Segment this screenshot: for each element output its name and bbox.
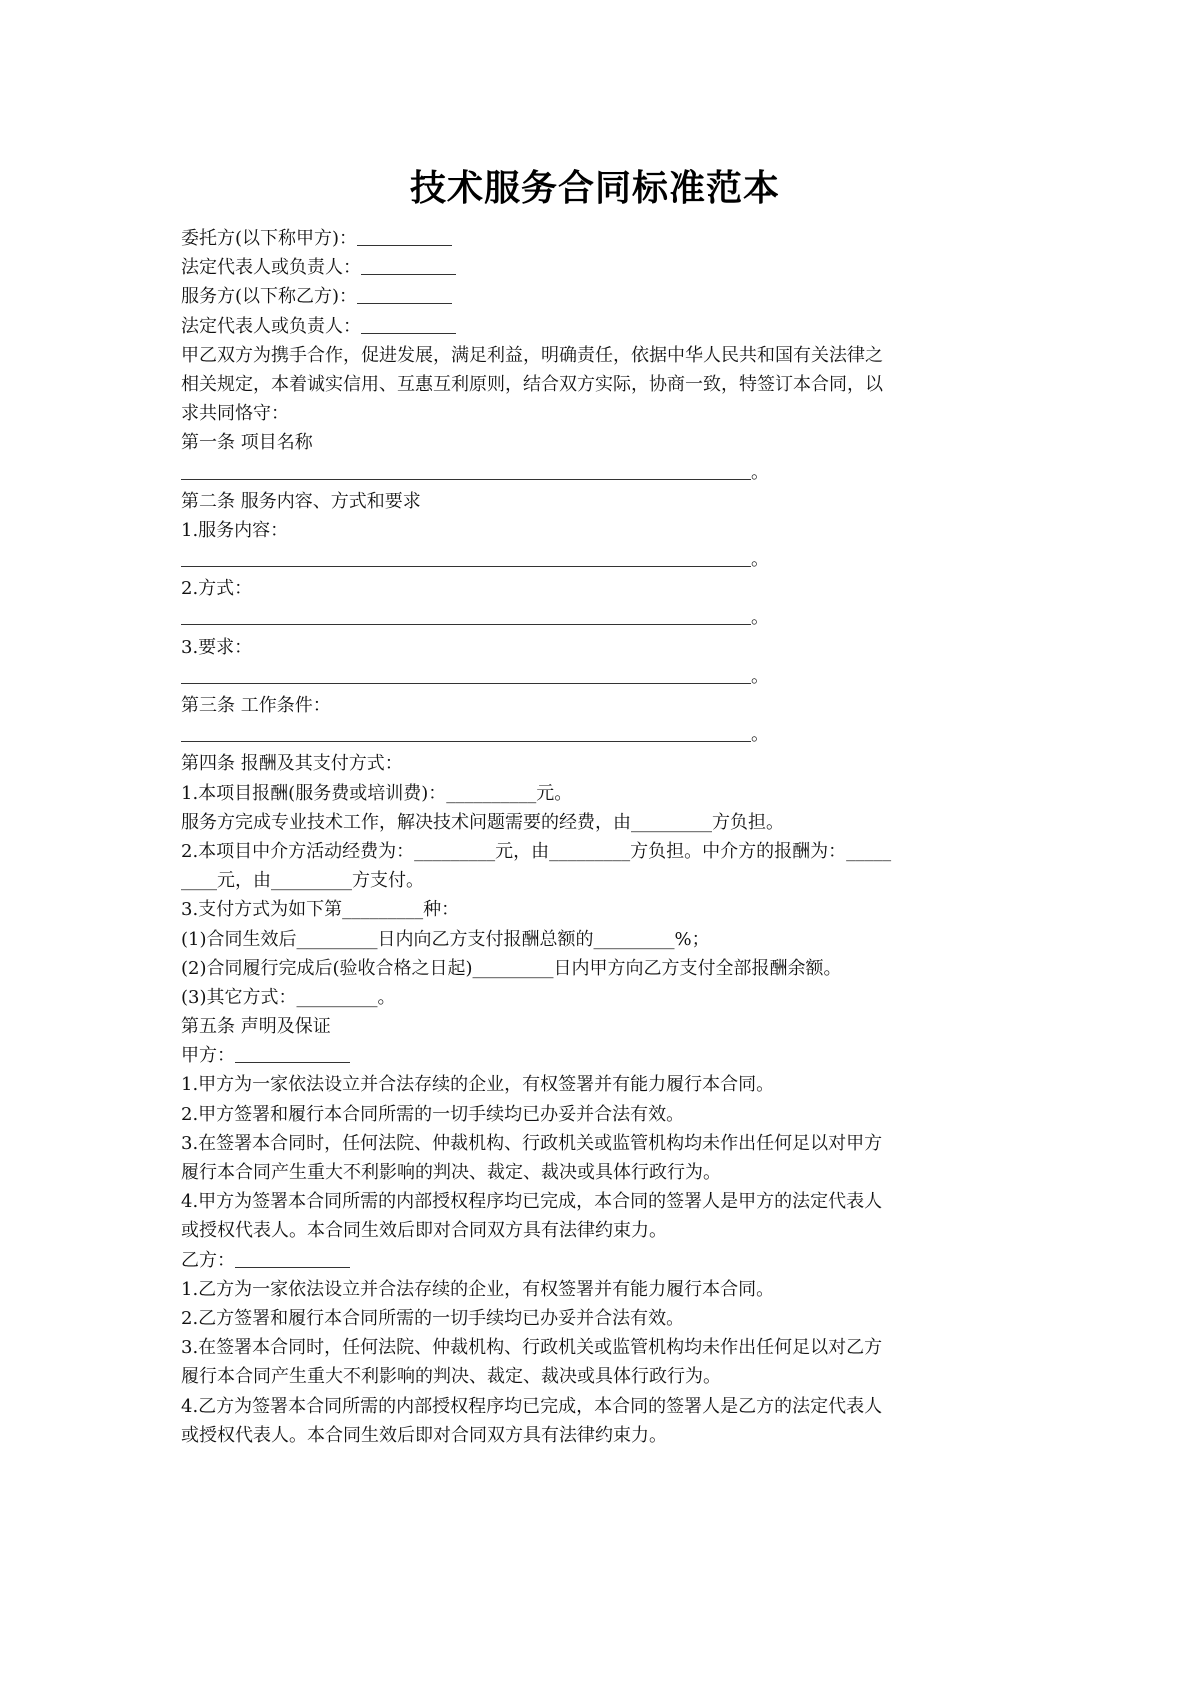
- document-line: [181, 1246, 1021, 1275]
- document-line: [181, 1070, 1021, 1099]
- document-line: [181, 516, 1021, 545]
- line-text: 求共同恪守：: [181, 403, 289, 425]
- line-text: 法定代表人或负责人：: [181, 257, 361, 279]
- fill-in-blank[interactable]: [235, 1044, 350, 1063]
- document-body: [181, 224, 1021, 1450]
- document-line: [181, 282, 1021, 311]
- document-line: [181, 1012, 1021, 1041]
- line-text: ____元，由_________方支付。: [181, 870, 424, 892]
- fill-in-blank[interactable]: [181, 723, 751, 742]
- document-line: [181, 574, 1021, 603]
- document-line: [181, 1158, 1021, 1187]
- document-line: [181, 603, 1021, 632]
- line-text: 履行本合同产生重大不利影响的判决、裁定、裁决或具体行政行为。: [181, 1162, 721, 1183]
- document-line: [181, 253, 1021, 282]
- line-end-punct: 。: [751, 461, 769, 483]
- line-text: 或授权代表人。本合同生效后即对合同双方具有法律约束力。: [181, 1424, 667, 1446]
- line-text: 委托方(以下称甲方)：: [181, 228, 358, 249]
- line-text: 第一条 项目名称: [181, 432, 313, 454]
- document-line: [181, 545, 1021, 574]
- line-text: 第二条 服务内容、方式和要求: [181, 490, 421, 512]
- line-text: 或授权代表人。本合同生效后即对合同双方具有法律约束力。: [181, 1220, 667, 1242]
- document-line: [181, 662, 1021, 691]
- line-text: 服务方(以下称乙方)：: [181, 286, 358, 308]
- line-text: (3)其它方式：_________。: [181, 986, 396, 1008]
- fill-in-blank[interactable]: [357, 227, 452, 246]
- fill-in-blank[interactable]: [181, 548, 751, 567]
- document-line: [181, 866, 1021, 895]
- line-text: (2)合同履行完成后(验收合格之日起)_________日内甲方向乙方支付全部报酬余额。: [181, 957, 842, 979]
- line-text: 3.在签署本合同时，任何法院、仲裁机构、行政机关或监管机构均未作出任何足以对甲方: [181, 1132, 883, 1154]
- fill-in-blank[interactable]: [181, 606, 751, 625]
- document-line: [181, 779, 1021, 808]
- document-line: [181, 749, 1021, 778]
- line-text: (1)合同生效后_________日内向乙方支付报酬总额的_________%；: [181, 928, 710, 950]
- line-end-punct: 。: [751, 665, 769, 687]
- line-text: 第三条 工作条件：: [181, 695, 331, 716]
- document-line: [181, 1275, 1021, 1304]
- line-end-punct: 。: [751, 607, 769, 629]
- line-end-punct: 。: [751, 724, 769, 746]
- document-line: [181, 633, 1021, 662]
- line-text: 4.乙方为签署本合同所需的内部授权程序均已完成，本合同的签署人是乙方的法定代表人: [181, 1395, 883, 1417]
- line-text: 法定代表人或负责人：: [181, 315, 361, 337]
- fill-in-blank[interactable]: [181, 665, 751, 684]
- line-text: 1.本项目报酬(服务费或培训费)：__________元。: [181, 782, 573, 804]
- document-line: [181, 1304, 1021, 1333]
- document-line: [181, 428, 1021, 457]
- document-line: [181, 837, 1021, 866]
- line-text: 乙方：: [181, 1249, 235, 1271]
- line-text: 2.本项目中介方活动经费为：_________元，由_________方负担。中介方的报酬为：_____: [181, 840, 892, 862]
- document-line: [181, 808, 1021, 837]
- fill-in-blank[interactable]: [235, 1249, 350, 1268]
- document-line: [181, 458, 1021, 487]
- line-text: 甲乙双方为携手合作，促进发展，满足利益，明确责任，依据中华人民共和国有关法律之: [181, 344, 883, 366]
- document-line: [181, 1392, 1021, 1421]
- document-line: [181, 1362, 1021, 1391]
- line-text: 3.在签署本合同时，任何法院、仲裁机构、行政机关或监管机构均未作出任何足以对乙方: [181, 1337, 883, 1359]
- document-line: [181, 720, 1021, 749]
- document-line: [181, 341, 1021, 370]
- line-text: 甲方：: [181, 1045, 235, 1067]
- document-line: [181, 399, 1021, 428]
- document-line: [181, 895, 1021, 924]
- fill-in-blank[interactable]: [357, 285, 452, 304]
- document-line: [181, 312, 1021, 341]
- document-line: [181, 983, 1021, 1012]
- line-text: 2.甲方签署和履行本合同所需的一切手续均已办妥并合法有效。: [181, 1103, 685, 1125]
- document-line: [181, 224, 1021, 253]
- document-line: [181, 1216, 1021, 1245]
- line-text: 3.支付方式为如下第_________种：: [181, 899, 460, 921]
- document-line: [181, 370, 1021, 399]
- document-line: [181, 1041, 1021, 1070]
- document-line: [181, 1421, 1021, 1450]
- line-text: 2.方式：: [181, 578, 253, 600]
- line-text: 履行本合同产生重大不利影响的判决、裁定、裁决或具体行政行为。: [181, 1366, 721, 1388]
- line-text: 相关规定，本着诚实信用、互惠互利原则，结合双方实际，协商一致，特签订本合同，以: [181, 373, 883, 395]
- document-line: [181, 954, 1021, 983]
- line-text: 第四条 报酬及其支付方式：: [181, 753, 403, 775]
- line-text: 第五条 声明及保证: [181, 1016, 331, 1038]
- document-line: [181, 691, 1021, 720]
- line-text: 3.要求：: [181, 636, 253, 658]
- document-line: [181, 1187, 1021, 1216]
- fill-in-blank[interactable]: [181, 461, 751, 480]
- document-line: [181, 487, 1021, 516]
- document-line: [181, 1333, 1021, 1362]
- fill-in-blank[interactable]: [361, 256, 456, 275]
- line-text: 4.甲方为签署本合同所需的内部授权程序均已完成，本合同的签署人是甲方的法定代表人: [181, 1191, 883, 1213]
- line-text: 1.服务内容：: [181, 519, 289, 541]
- line-text: 2.乙方签署和履行本合同所需的一切手续均已办妥并合法有效。: [181, 1307, 685, 1329]
- line-end-punct: 。: [751, 549, 769, 571]
- document-line: [181, 1129, 1021, 1158]
- fill-in-blank[interactable]: [361, 315, 456, 334]
- line-text: 服务方完成专业技术工作，解决技术问题需要的经费，由_________方负担。: [181, 811, 784, 833]
- document-title: 技术服务合同标准范本: [409, 168, 780, 209]
- line-text: 1.乙方为一家依法设立并合法存续的企业，有权签署并有能力履行本合同。: [181, 1278, 775, 1300]
- document-line: [181, 1100, 1021, 1129]
- line-text: 1.甲方为一家依法设立并合法存续的企业，有权签署并有能力履行本合同。: [181, 1074, 775, 1096]
- document-line: [181, 925, 1021, 954]
